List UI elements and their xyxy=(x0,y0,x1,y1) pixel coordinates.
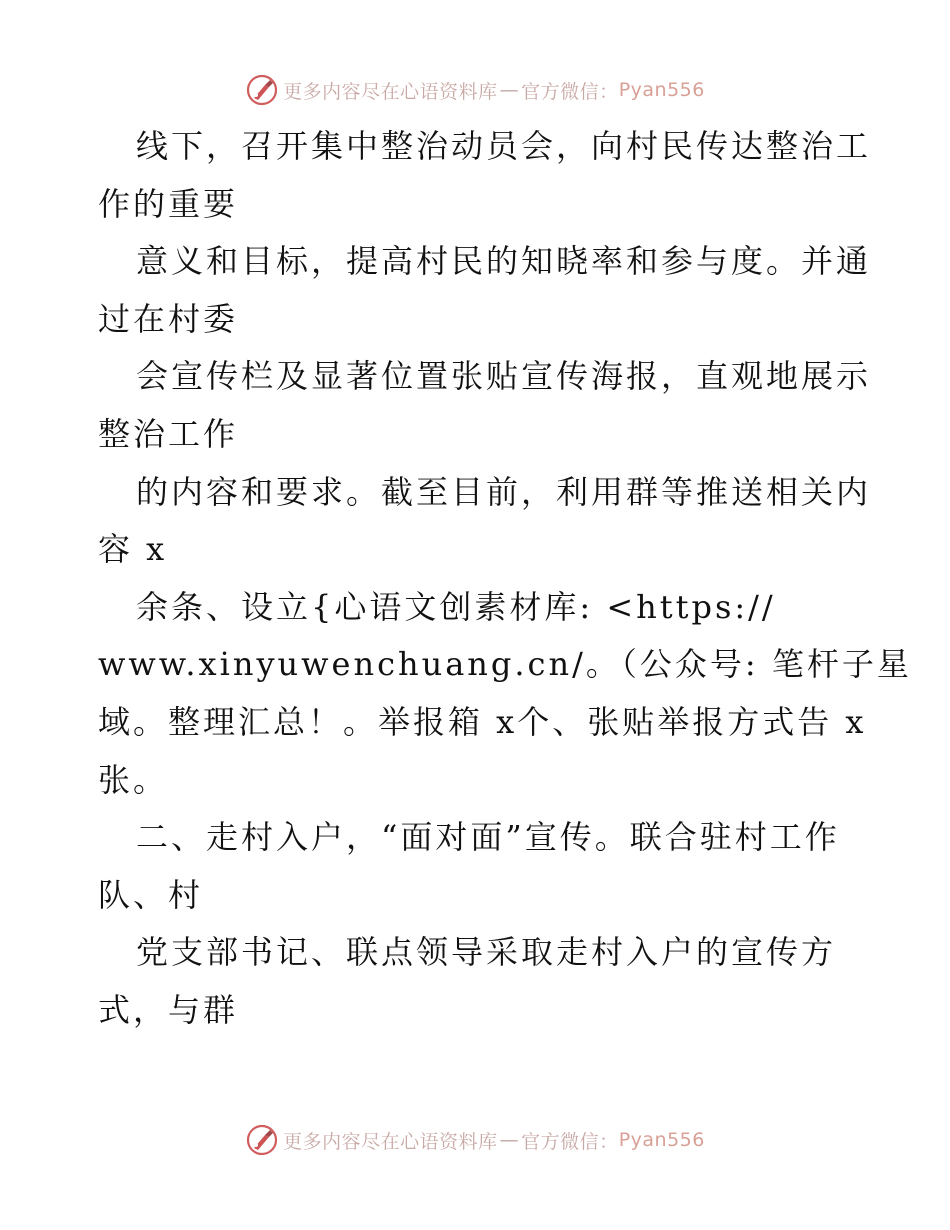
text-line: www.xinyuwenchuang.cn/。（公众号: 笔杆子星 xyxy=(98,645,912,684)
watermark-wechat-label: 官方微信： xyxy=(521,80,619,103)
text-line: 整治工作 xyxy=(98,414,239,453)
pen-logo-icon xyxy=(245,73,279,107)
header-watermark xyxy=(0,70,950,110)
watermark-wechat-label: 官方微信： xyxy=(521,1130,619,1153)
watermark-separator: — xyxy=(499,79,520,101)
text-line: 二、走村入户，“面对面”宣传。联合驻村工作 xyxy=(136,818,840,857)
text-line: 会宣传栏及显著位置张贴宣传海报，直观地展示 xyxy=(136,357,872,396)
document-body xyxy=(98,118,912,1040)
text-line: 式，与群 xyxy=(98,990,239,1029)
text-line: 党支部书记、联点领导采取走村入户的宣传方 xyxy=(136,933,837,972)
text-line: 意义和目标，提高村民的知晓率和参与度。并通 xyxy=(136,242,872,281)
text-line: 余条、设立{心语文创素材库: <https:// xyxy=(136,587,776,626)
watermark-wechat-id: Pyan556 xyxy=(618,79,705,101)
footer-watermark xyxy=(0,1120,950,1160)
text-line: 域。整理汇总！。举报箱 x个、张贴举报方式告 x xyxy=(98,702,867,741)
text-line: 容 x xyxy=(98,530,168,569)
text-line: 过在村委 xyxy=(98,299,239,338)
text-line: 的内容和要求。截至目前，利用群等推送相关内 xyxy=(136,472,872,511)
text-line: 作的重要 xyxy=(98,184,239,223)
watermark-wechat-id: Pyan556 xyxy=(618,1129,705,1151)
pen-logo-icon xyxy=(245,1123,279,1157)
watermark-site-text: 更多内容尽在心语资料库 xyxy=(283,80,498,103)
watermark-site-text: 更多内容尽在心语资料库 xyxy=(283,1130,498,1153)
watermark-separator: — xyxy=(499,1129,520,1151)
text-line: 张。 xyxy=(98,760,169,799)
text-line: 线下，召开集中整治动员会，向村民传达整治工 xyxy=(136,127,872,165)
text-line: 队、村 xyxy=(98,875,204,914)
